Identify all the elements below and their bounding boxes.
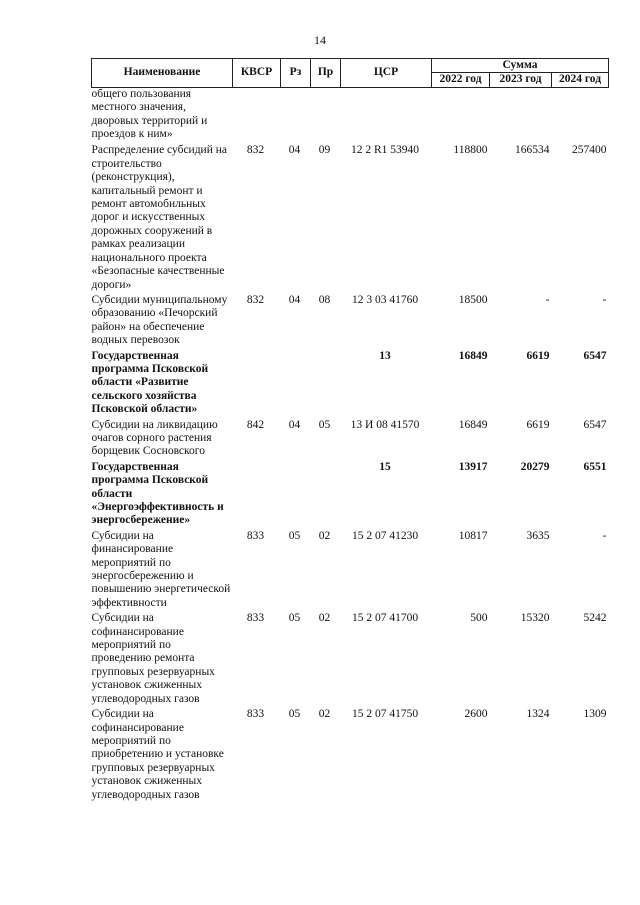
page-number: 14 xyxy=(314,33,326,47)
header-year-2024: 2024 год xyxy=(552,73,609,87)
cell-kvsr: 832 xyxy=(246,293,265,306)
cell-2023: - xyxy=(545,293,550,306)
cell-2023: 15320 xyxy=(520,612,550,625)
table-body xyxy=(92,87,609,802)
cell-2024: - xyxy=(602,529,607,542)
cell-csr: 15 xyxy=(379,460,391,473)
cell-pr: 08 xyxy=(318,293,331,306)
cell-name: Субсидии на ликвидацию очагов сорного растения борщевик Сосновского xyxy=(91,418,218,458)
cell-pr: 02 xyxy=(318,708,331,721)
cell-kvsr: 833 xyxy=(246,612,265,625)
table-row xyxy=(92,87,609,141)
cell-pr: 02 xyxy=(318,529,331,542)
table-row xyxy=(92,610,609,706)
cell-pr xyxy=(311,87,341,141)
cell-kvsr: 842 xyxy=(246,418,265,431)
cell-rz xyxy=(281,459,311,528)
cell-2022: 18500 xyxy=(458,293,488,306)
cell-pr: 05 xyxy=(318,418,331,431)
table-row xyxy=(92,459,609,528)
cell-2022: 10817 xyxy=(458,529,488,542)
cell-kvsr: 833 xyxy=(246,529,265,542)
cell-2023: 1324 xyxy=(526,708,550,721)
table-row xyxy=(92,348,609,417)
table-row xyxy=(92,141,609,291)
table-row xyxy=(92,706,609,802)
cell-2022: 16849 xyxy=(458,349,488,362)
cell-pr xyxy=(311,348,341,417)
table-row xyxy=(92,292,609,348)
cell-2023: 20279 xyxy=(520,460,550,473)
header-year-2022: 2022 год xyxy=(432,73,490,87)
cell-2022: 16849 xyxy=(458,418,488,431)
cell-name: Субсидии муниципальному образованию «Печорский район» на обеспечение водных перевозок xyxy=(91,293,228,347)
cell-pr: 02 xyxy=(318,612,331,625)
cell-2022: 13917 xyxy=(458,460,488,473)
cell-csr: 12 2 R1 53940 xyxy=(350,144,420,157)
cell-2023: 166534 xyxy=(515,144,550,157)
cell-2023: 6619 xyxy=(526,418,550,431)
header-rz: Рз xyxy=(281,59,311,88)
cell-csr xyxy=(341,87,432,141)
cell-pr xyxy=(311,459,341,528)
cell-2024: 6547 xyxy=(583,418,607,431)
header-pr: Пр xyxy=(311,59,341,88)
cell-csr: 12 3 03 41760 xyxy=(351,293,419,306)
budget-table xyxy=(91,58,609,802)
cell-2024: 5242 xyxy=(583,612,607,625)
cell-name: Субсидии на софинансирование мероприятий по приобретению и установке групповых резервуарных установок сжиженных углеводородных газов xyxy=(91,708,224,801)
cell-2022 xyxy=(432,87,490,141)
cell-csr: 13 xyxy=(379,349,391,362)
cell-2024: - xyxy=(602,293,607,306)
cell-rz xyxy=(281,87,311,141)
cell-2023: 6619 xyxy=(526,349,550,362)
cell-name: Распределение субсидий на строительство (реконструкция), капитальный ремонт и ремонт автомобильных дорог и искусственных дорожных сооружений в рамках реализации национального проекта «Безопасные качественные дороги» xyxy=(91,144,228,291)
cell-csr: 13 И 08 41570 xyxy=(350,418,420,431)
cell-2024: 1309 xyxy=(583,708,607,721)
cell-name: Государственная программа Псковской области «Развитие сельского хозяйства Псковской области» xyxy=(91,349,209,416)
cell-name: Государственная программа Псковской области «Энергоэффективность и энергосбережение» xyxy=(91,460,224,527)
cell-kvsr: 833 xyxy=(246,708,265,721)
cell-kvsr xyxy=(233,87,281,141)
header-sum: Сумма xyxy=(432,59,609,73)
cell-2023 xyxy=(490,87,552,141)
cell-2022: 500 xyxy=(470,612,488,625)
cell-kvsr xyxy=(233,348,281,417)
cell-csr: 15 2 07 41750 xyxy=(351,708,419,721)
cell-csr: 15 2 07 41230 xyxy=(351,529,419,542)
cell-kvsr: 832 xyxy=(246,144,265,157)
cell-rz xyxy=(281,348,311,417)
header-name: Наименование xyxy=(92,59,233,88)
cell-2023: 3635 xyxy=(526,529,550,542)
cell-rz: 05 xyxy=(288,529,301,542)
cell-name: общего пользования местного значения, дворовых территорий и проездов к ним» xyxy=(91,87,208,141)
cell-kvsr xyxy=(233,459,281,528)
cell-2024: 257400 xyxy=(572,144,607,157)
table-row xyxy=(92,528,609,610)
cell-rz: 04 xyxy=(288,293,301,306)
cell-name: Субсидии на финансирование мероприятий по энергосбережению и повышению энергетической эффективности xyxy=(91,529,231,609)
cell-name: Субсидии на софинансирование мероприятий по проведению ремонта групповых резервуарных установок сжиженных углеводородных газов xyxy=(91,612,215,705)
cell-rz: 04 xyxy=(288,144,301,157)
cell-rz: 05 xyxy=(288,612,301,625)
cell-2024 xyxy=(552,87,609,141)
cell-2024: 6551 xyxy=(583,460,607,473)
cell-2022: 2600 xyxy=(464,708,488,721)
cell-2024: 6547 xyxy=(583,349,607,362)
cell-csr: 15 2 07 41700 xyxy=(351,612,419,625)
table-row xyxy=(92,417,609,459)
cell-pr: 09 xyxy=(318,144,331,157)
header-kvsr: КВСР xyxy=(233,59,281,88)
header-csr: ЦСР xyxy=(341,59,432,88)
cell-rz: 05 xyxy=(288,708,301,721)
cell-2022: 118800 xyxy=(453,144,488,157)
cell-rz: 04 xyxy=(288,418,301,431)
header-year-2023: 2023 год xyxy=(490,73,552,87)
